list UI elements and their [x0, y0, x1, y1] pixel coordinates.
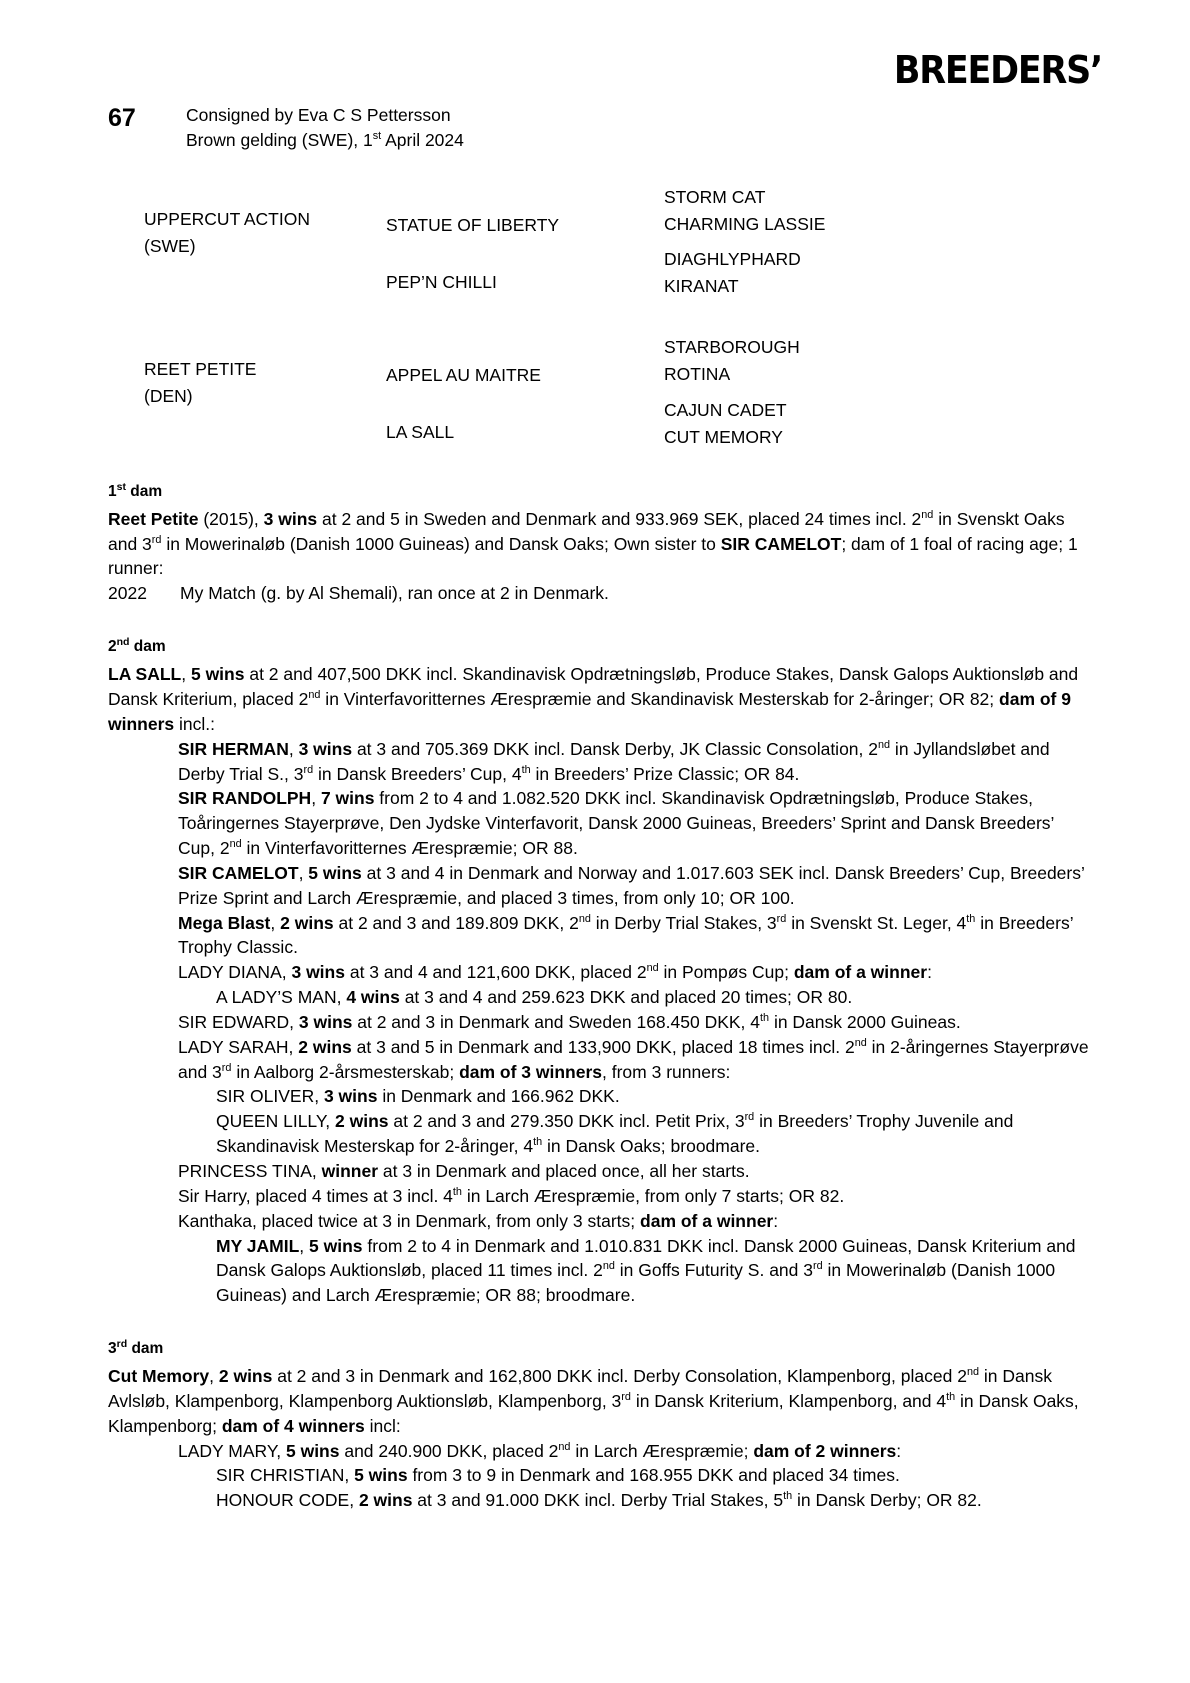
text-run: dam of 2 winners — [753, 1440, 897, 1461]
ordinal-suffix: rd — [744, 1111, 755, 1124]
dam-dam-sire-name: CAJUN CADET — [664, 399, 787, 420]
text-run: at 3 and 91.000 DKK incl. Derby Trial Stakes, 5 — [412, 1490, 784, 1511]
text-run: 5 wins — [285, 1440, 340, 1461]
text-run: , — [288, 738, 299, 759]
ordinal-suffix: nd — [578, 912, 591, 925]
text-run: in Aalborg 2-årsmesterskab; — [231, 1061, 460, 1082]
third-dam-progeny-list — [108, 1439, 1095, 1514]
progeny-entry — [108, 911, 1095, 961]
text-run: LADY DIANA, — [178, 962, 292, 983]
text-run: , — [311, 788, 321, 809]
text-run: in Dansk Breeders’ Cup, 4 — [313, 763, 522, 784]
section-title-second-dam: 2nd dam — [108, 635, 166, 656]
progeny-entry — [108, 1463, 1095, 1488]
sire-dam-sire-name: DIAGHLYPHARD — [664, 249, 801, 269]
ordinal-suffix: th — [783, 1490, 793, 1503]
text-run: at 3 and 4 and 121,600 DKK, placed 2 — [344, 962, 647, 983]
ordinal-suffix: nd — [602, 1260, 615, 1273]
ordinal-suffix: nd — [878, 738, 891, 751]
text-run: in Breeders’ Prize Classic; OR 84. — [530, 763, 800, 784]
text-run: at 2 and 3 and 189.809 DKK, 2 — [333, 912, 579, 933]
ordinal-suffix: nd — [308, 689, 321, 702]
sire-parents-cell — [386, 184, 664, 301]
pedigree-table — [108, 184, 1095, 451]
second-dam-progeny-list — [108, 737, 1095, 1308]
text-run: at 3 and 705.369 DKK incl. Dansk Derby, JK Classic Consolation, 2 — [352, 738, 878, 759]
ordinal-suffix: st — [372, 130, 382, 143]
dam-sire-sire-name: STARBOROUGH — [664, 337, 800, 358]
ordinal-suffix: nd — [229, 838, 242, 851]
foal-description: My Match (g. by Al Shemali), ran once at 2 in Denmark. — [180, 583, 609, 604]
text-run: at 2 and 3 and 279.350 DKK incl. Petit Prix, 3 — [388, 1111, 745, 1132]
sire-sire-name: STATUE OF LIBERTY — [386, 214, 560, 235]
third-dam-paragraph — [108, 1364, 1095, 1439]
text-run: in Derby Trial Stakes, 3 — [590, 912, 777, 933]
section-title-first-dam: 1st dam — [108, 480, 163, 500]
text-run: SIR EDWARD, — [178, 1011, 299, 1032]
text-run: 3 wins — [298, 738, 353, 759]
dam-sire-name: APPEL AU MAITRE — [386, 365, 541, 386]
text-run: in Dansk Derby; OR 82. — [792, 1490, 982, 1511]
text-run: 5 wins — [354, 1465, 408, 1486]
ordinal-suffix: rd — [621, 1391, 631, 1404]
text-run: Cut Memory — [108, 1366, 210, 1387]
text-run: 2 wins — [298, 1036, 352, 1057]
text-run: , — [298, 862, 309, 883]
text-run: in Dansk Oaks, Klampenborg; — [108, 1390, 1079, 1436]
dam-cell — [108, 334, 386, 451]
progeny-entry — [108, 1084, 1095, 1109]
pedigree-sire-row — [108, 184, 1095, 301]
ordinal-suffix: nd — [558, 1440, 571, 1453]
dam-origin: (DEN) — [144, 386, 193, 407]
text-run: A LADY’S MAN, — [216, 987, 347, 1008]
ordinal-suffix: nd — [646, 962, 659, 975]
text-run: in Svenskt St. Leger, 4 — [786, 912, 967, 933]
text-run: in Dansk Kriterium, Klampenborg, and 4 — [630, 1390, 947, 1411]
progeny-entry — [108, 861, 1095, 911]
text-run: dam of 4 winners — [221, 1415, 365, 1436]
pedigree-dam-row — [108, 334, 1095, 451]
text-run: in Dansk Oaks; broodmare. — [542, 1136, 761, 1157]
text-run: in Breeders’ Trophy Classic. — [178, 912, 1073, 958]
text-run: Mega Blast — [178, 912, 271, 933]
text-run: at 2 and 3 in Denmark and Sweden 168.450 DKK, 4 — [352, 1011, 761, 1032]
ordinal-suffix: rd — [812, 1260, 823, 1273]
lot-header-text — [186, 103, 464, 154]
second-dam-paragraph — [108, 662, 1095, 737]
dam-parents-cell — [386, 334, 664, 451]
text-run: PRINCESS TINA, — [178, 1161, 322, 1181]
text-run: dam of a winner — [640, 1210, 774, 1231]
text-run: 2 wins — [358, 1490, 413, 1511]
text-run: 5 wins — [309, 1235, 363, 1256]
lot-header — [108, 103, 1095, 154]
progeny-entry — [108, 1488, 1095, 1513]
text-run: at 2 and 3 in Denmark and 162,800 DKK incl. Derby Consolation, Klampenborg, placed 2 — [272, 1366, 967, 1387]
progeny-entry — [108, 1109, 1095, 1159]
text-run: from 3 to 9 in Denmark and 168.955 DKK and placed 34 times. — [407, 1465, 900, 1486]
text-run: : — [896, 1440, 902, 1461]
ordinal-suffix: nd — [854, 1036, 867, 1049]
text-run: in Breeders’ Trophy Juvenile and Skandinavisk Mesterskap for 2-åringer, 4 — [216, 1111, 1014, 1157]
text-run: LA SALL — [108, 664, 182, 685]
sire-cell — [108, 184, 386, 301]
progeny-entry — [108, 960, 1095, 985]
lot-number: 67 — [108, 104, 136, 132]
dam-sire-dam-name: ROTINA — [664, 364, 731, 385]
text-run: at 3 in Denmark and placed once, all her starts. — [378, 1161, 750, 1181]
text-run: in Pompøs Cup; — [658, 962, 794, 983]
text-run: , from 3 runners: — [602, 1061, 731, 1082]
progeny-entry — [108, 1035, 1095, 1085]
text-run: in Dansk Avlsløb, Klampenborg, Klampenborg Auktionsløb, Klampenborg, 3 — [108, 1366, 1052, 1411]
progeny-entry — [108, 1184, 1095, 1209]
progeny-entry — [108, 1209, 1095, 1234]
text-run: 3 wins — [323, 1086, 378, 1107]
text-run: HONOUR CODE, — [216, 1490, 359, 1511]
text-run: : — [927, 962, 932, 983]
text-run: in Larch Ærespræmie, from only 7 starts; OR 82. — [461, 1185, 845, 1206]
description-line: Brown gelding (SWE), 1st April 2024 — [186, 130, 464, 151]
consignor-line: Consigned by Eva C S Pettersson — [186, 105, 451, 125]
text-run: 5 wins — [190, 664, 245, 685]
text-run: Kanthaka, placed twice at 3 in Denmark, from only 3 starts; — [178, 1210, 641, 1231]
text-run: 7 wins — [320, 788, 375, 809]
text-run: LADY MARY, — [178, 1440, 286, 1461]
dam-dam-dam-name: CUT MEMORY — [664, 426, 783, 447]
dam-name: REET PETITE — [144, 359, 257, 380]
ordinal-suffix: rd — [776, 912, 787, 925]
text-run: , — [299, 1235, 310, 1256]
ordinal-suffix: th — [966, 912, 976, 925]
breeders-logo: BREEDERS’ — [893, 48, 1102, 92]
progeny-entry — [108, 1234, 1095, 1309]
ordinal-suffix: rd — [221, 1061, 232, 1074]
ordinal-suffix: nd — [966, 1366, 980, 1379]
sire-sire-dam-name: CHARMING LASSIE — [664, 213, 826, 234]
progeny-entry — [108, 737, 1095, 787]
foal-year: 2022 — [108, 583, 147, 604]
text-run: in Jyllandsløbet and Derby Trial S., 3 — [178, 738, 1050, 784]
text-run: , — [209, 1366, 219, 1387]
text-run: SIR CHRISTIAN, — [216, 1465, 355, 1486]
text-run: 2 wins — [335, 1111, 389, 1132]
progeny-entry — [108, 786, 1095, 861]
text-run: dam of 3 winners — [459, 1061, 603, 1082]
sire-dam-name: PEP’N CHILLI — [386, 271, 497, 292]
text-run: dam of 9 winners — [108, 688, 1071, 734]
text-run: at 2 and 407,500 DKK incl. Skandinavisk Opdrætningsløb, Produce Stakes, Dansk Galops Auktionsløb and Dansk Kriterium, placed 2 — [108, 664, 1079, 709]
text-run: in Vinterfavoritternes Ærespræmie; OR 88. — [241, 838, 578, 859]
progeny-entry — [108, 1439, 1095, 1464]
text-run: 3 wins — [298, 1011, 353, 1032]
text-run: SIR RANDOLPH — [178, 788, 312, 809]
text-run: in Vinterfavoritternes Ærespræmie and Skandinavisk Mesterskab for 2-åringer; OR 82; — [320, 688, 1000, 709]
ordinal-suffix: th — [533, 1136, 543, 1149]
text-run: in Mowerinaløb (Danish 1000 Guineas) and Larch Ærespræmie; OR 88; broodmare. — [216, 1260, 1056, 1306]
progeny-entry — [108, 985, 1095, 1010]
ordinal-suffix: th — [946, 1391, 956, 1404]
ordinal-suffix: rd — [303, 763, 314, 776]
ordinal-suffix: th — [521, 763, 531, 776]
section-title-third-dam: 3rd dam — [108, 1337, 164, 1358]
text-run: SIR CAMELOT — [178, 862, 299, 883]
ordinal-suffix: th — [452, 1186, 462, 1199]
text-run: at 3 and 4 and 259.623 DKK and placed 20 times; OR 80. — [399, 987, 853, 1008]
text-run: incl: — [364, 1415, 401, 1436]
dam-dam-name: LA SALL — [386, 422, 455, 443]
first-dam-paragraph: Reet Petite (2015), 3 wins at 2 and 5 in Sweden and Denmark and 933.969 SEK, placed 24 times incl. 2nd in Svenskt Oaks and 3rd in Mowerinaløb (Danish 1000 Guineas) and Dansk Oaks; Own sister to SIR CAMELOT; dam of 1 foal of racing age; 1 runner: — [108, 508, 1078, 579]
progeny-entry — [108, 1159, 1095, 1184]
sire-sire-sire-name: STORM CAT — [664, 186, 766, 207]
text-run: MY JAMIL — [216, 1235, 300, 1256]
first-dam-foal-row — [108, 581, 1095, 606]
text-run: LADY SARAH, — [178, 1036, 299, 1057]
text-run: SIR OLIVER, — [216, 1086, 324, 1107]
text-run: , — [181, 664, 191, 685]
text-run: from 2 to 4 and 1.082.520 DKK incl. Skandinavisk Opdrætningsløb, Produce Stakes, Toåringernes Stayerprøve, Den Jydske Vinterfavorit, Dansk 2000 Guineas, Breeders’ Sprint and Dansk Breeders’ Cup, 2 — [178, 788, 1054, 859]
text-run: at 3 and 4 in Denmark and Norway and 1.017.603 SEK incl. Dansk Breeders’ Cup, Breeders’ Prize Sprint and Larch Ærespræmie, and placed 3 times, from only 10; OR 100. — [178, 862, 1085, 908]
text-run: at 3 and 5 in Denmark and 133,900 DKK, placed 18 times incl. 2 — [351, 1036, 855, 1057]
text-run: 3 wins — [291, 962, 345, 983]
sire-dam-dam-name: KIRANAT — [664, 276, 739, 297]
progeny-entry — [108, 1010, 1095, 1035]
text-run: 4 wins — [346, 987, 400, 1008]
text-run: from 2 to 4 in Denmark and 1.010.831 DKK incl. Dansk 2000 Guineas, Dansk Kriterium and Dansk Galops Auktionsløb, placed 11 times incl. 2 — [216, 1235, 1076, 1281]
text-run: 2 wins — [218, 1366, 273, 1387]
text-run: Sir Harry, placed 4 times at 3 incl. 4 — [178, 1185, 453, 1206]
text-run: dam of a winner — [793, 962, 928, 983]
text-run: in 2-åringernes Stayerprøve and 3 — [178, 1036, 1089, 1082]
text-run: in Goffs Futurity S. and 3 — [614, 1260, 813, 1281]
text-run: incl.: — [174, 713, 215, 734]
sire-grandparents-cell — [664, 184, 1095, 301]
text-run: : — [773, 1210, 779, 1231]
sire-origin: (SWE) — [144, 235, 196, 256]
text-run: 5 wins — [308, 862, 362, 883]
text-run: in Dansk 2000 Guineas. — [769, 1011, 961, 1032]
text-run: in Denmark and 166.962 DKK. — [377, 1086, 620, 1107]
text-run: winner — [321, 1161, 379, 1181]
text-run: in Larch Ærespræmie; — [570, 1440, 754, 1461]
text-run: QUEEN LILLY, — [216, 1111, 335, 1132]
text-run: , — [270, 912, 281, 933]
text-run: SIR HERMAN — [178, 738, 289, 759]
text-run: and 240.900 DKK, placed 2 — [339, 1440, 559, 1461]
ordinal-suffix: th — [760, 1012, 770, 1025]
dam-grandparents-cell — [664, 334, 1095, 451]
text-run: 2 wins — [280, 912, 334, 933]
sire-name: UPPERCUT ACTION — [144, 208, 310, 229]
